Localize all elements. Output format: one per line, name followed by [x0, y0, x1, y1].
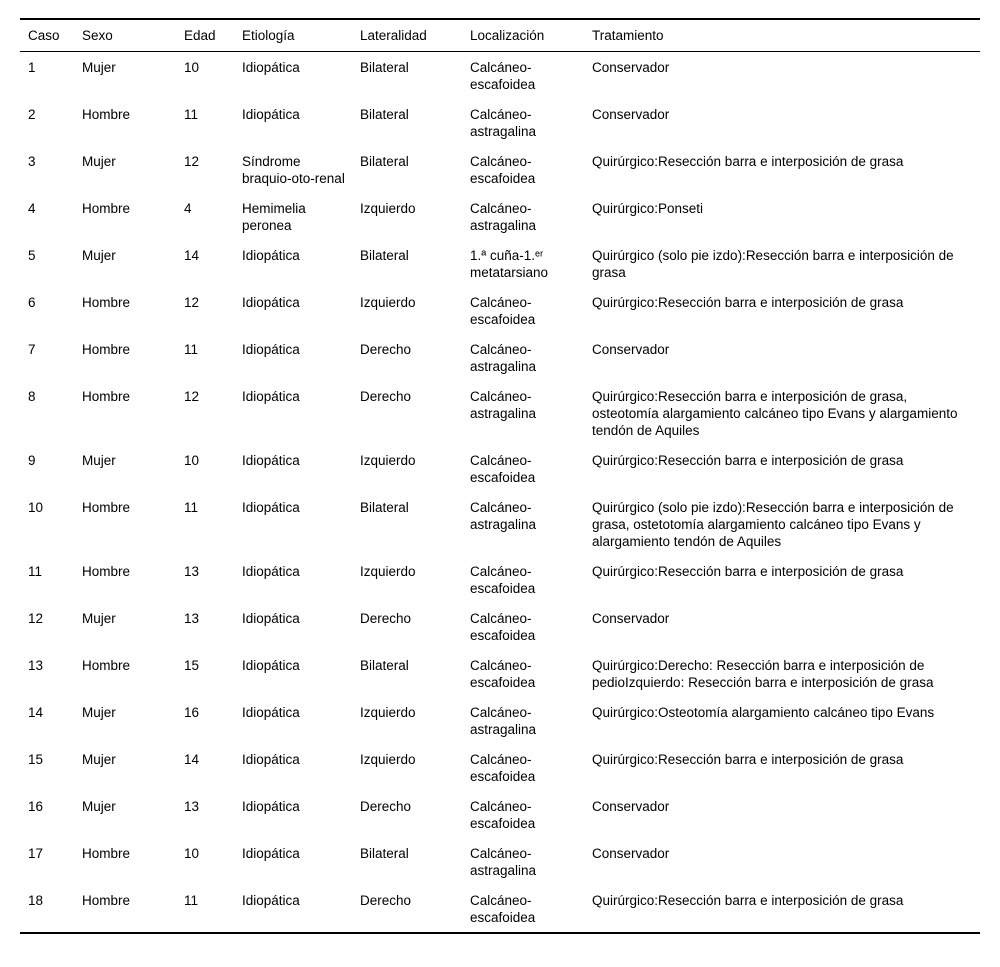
table-cell-etiologia: Idiopática — [242, 846, 300, 861]
table-cell-sexo: Hombre — [82, 107, 131, 122]
table-cell-tratamiento: Quirúrgico:Resección barra e interposición de grasa — [592, 453, 904, 468]
table-cell-lateralidad: Derecho — [360, 389, 412, 404]
table-cell-caso: 10 — [28, 500, 44, 515]
table-cell-etiologia: Idiopática — [242, 342, 300, 357]
table-row — [20, 334, 980, 381]
table-cell-caso: 5 — [28, 248, 36, 263]
table-cell-localizacion: Calcáneo-astragalina — [470, 389, 537, 421]
table-cell-edad: 13 — [184, 611, 200, 626]
table-cell-localizacion: Calcáneo-escafoidea — [470, 658, 536, 690]
table-cell-lateralidad: Bilateral — [360, 500, 409, 515]
table-cell-etiologia: Idiopática — [242, 107, 300, 122]
table-cell-etiologia: Idiopática — [242, 893, 300, 908]
table-cell-etiologia: Idiopática — [242, 389, 300, 404]
table-cell-edad: 12 — [184, 154, 200, 169]
table-cell-localizacion: Calcáneo-escafoidea — [470, 611, 536, 643]
table-cell-caso: 17 — [28, 846, 44, 861]
table-cell-caso: 9 — [28, 453, 36, 468]
table-cell-tratamiento: Conservador — [592, 60, 670, 75]
table-cell-localizacion: Calcáneo-escafoidea — [470, 453, 536, 485]
column-header-tratamiento: Tratamiento — [592, 19, 980, 52]
table-cell-sexo: Mujer — [82, 154, 116, 169]
table-cell-tratamiento: Quirúrgico:Osteotomía alargamiento calcáneo tipo Evans — [592, 705, 935, 720]
table-row — [20, 744, 980, 791]
table-cell-lateralidad: Derecho — [360, 342, 412, 357]
table-row — [20, 791, 980, 838]
table-row — [20, 445, 980, 492]
table-cell-tratamiento: Quirúrgico (solo pie izdo):Resección barra e interposición de grasa — [592, 248, 954, 280]
table-cell-localizacion: Calcáneo-escafoidea — [470, 295, 536, 327]
table-cell-edad: 11 — [184, 500, 199, 515]
table-cell-edad: 15 — [184, 658, 200, 673]
table-cell-lateralidad: Izquierdo — [360, 453, 416, 468]
table-row — [20, 287, 980, 334]
column-header-etiologia: Etiología — [242, 19, 360, 52]
table-cell-edad: 4 — [184, 201, 192, 216]
table-cell-sexo: Mujer — [82, 248, 116, 263]
table-cell-localizacion: Calcáneo-astragalina — [470, 107, 537, 139]
table-cell-tratamiento: Quirúrgico:Resección barra e interposición de grasa — [592, 154, 904, 169]
table-cell-sexo: Mujer — [82, 453, 116, 468]
table-cell-localizacion: 1.ª cuña-1.ᵉʳ metatarsiano — [470, 248, 549, 280]
table-row — [20, 52, 980, 100]
table-cell-etiologia: Idiopática — [242, 295, 300, 310]
table-cell-localizacion: Calcáneo-escafoidea — [470, 60, 536, 92]
table-cell-lateralidad: Bilateral — [360, 846, 409, 861]
table-cell-localizacion: Calcáneo-astragalina — [470, 500, 537, 532]
table-header-row — [20, 19, 980, 52]
table-cell-localizacion: Calcáneo-astragalina — [470, 705, 537, 737]
table-row — [20, 556, 980, 603]
table-cell-localizacion: Calcáneo-astragalina — [470, 201, 537, 233]
table-cell-sexo: Mujer — [82, 611, 116, 626]
table-cell-sexo: Hombre — [82, 500, 131, 515]
table-cell-lateralidad: Bilateral — [360, 154, 409, 169]
table-cell-etiologia: Idiopática — [242, 248, 300, 263]
table-cell-tratamiento: Quirúrgico:Ponseti — [592, 201, 704, 216]
table-cell-edad: 14 — [184, 248, 200, 263]
table-row — [20, 838, 980, 885]
table-cell-sexo: Mujer — [82, 60, 116, 75]
table-cell-tratamiento: Quirúrgico:Derecho: Resección barra e interposición de pedioIzquierdo: Resección barra e interposición de grasa — [592, 658, 934, 690]
table-cell-tratamiento: Quirúrgico:Resección barra e interposición de grasa — [592, 893, 904, 908]
table-cell-sexo: Hombre — [82, 893, 131, 908]
table-cell-tratamiento: Conservador — [592, 107, 670, 122]
cases-table — [20, 18, 980, 934]
table-cell-sexo: Hombre — [82, 846, 131, 861]
table-cell-edad: 16 — [184, 705, 200, 720]
table-cell-sexo: Mujer — [82, 752, 116, 767]
table-cell-sexo: Hombre — [82, 658, 131, 673]
table-cell-edad: 14 — [184, 752, 200, 767]
table-cell-tratamiento: Quirúrgico:Resección barra e interposición de grasa — [592, 564, 904, 579]
table-cell-etiologia: Idiopática — [242, 611, 300, 626]
table-cell-caso: 2 — [28, 107, 36, 122]
table-cell-edad: 13 — [184, 799, 200, 814]
table-cell-tratamiento: Conservador — [592, 799, 670, 814]
table-cell-etiologia: Idiopática — [242, 500, 300, 515]
table-row — [20, 240, 980, 287]
table-row — [20, 697, 980, 744]
table-cell-etiologia: Síndrome braquio-oto-renal — [242, 154, 345, 186]
table-cell-etiologia: Idiopática — [242, 799, 300, 814]
table-cell-sexo: Mujer — [82, 705, 116, 720]
table-row — [20, 650, 980, 697]
table-cell-caso: 13 — [28, 658, 44, 673]
table-cell-lateralidad: Bilateral — [360, 60, 409, 75]
table-cell-etiologia: Idiopática — [242, 564, 300, 579]
table-cell-etiologia: Idiopática — [242, 658, 300, 673]
table-cell-caso: 18 — [28, 893, 44, 908]
table-cell-edad: 11 — [184, 107, 199, 122]
table-cell-tratamiento: Quirúrgico (solo pie izdo):Resección barra e interposición de grasa, ostetotomía alargamiento calcáneo tipo Evans y alargamiento tendón de Aquiles — [592, 500, 954, 549]
table-cell-edad: 13 — [184, 564, 200, 579]
column-header-edad: Edad — [184, 19, 242, 52]
table-cell-caso: 15 — [28, 752, 44, 767]
table-cell-edad: 10 — [184, 60, 200, 75]
table-cell-caso: 16 — [28, 799, 44, 814]
table-cell-lateralidad: Bilateral — [360, 658, 409, 673]
table-cell-edad: 11 — [184, 893, 199, 908]
table-cell-sexo: Hombre — [82, 342, 131, 357]
table-cell-etiologia: Idiopática — [242, 453, 300, 468]
table-cell-lateralidad: Derecho — [360, 611, 412, 626]
table-cell-sexo: Hombre — [82, 564, 131, 579]
table-cell-localizacion: Calcáneo-astragalina — [470, 846, 537, 878]
table-cell-tratamiento: Quirúrgico:Resección barra e interposición de grasa — [592, 752, 904, 767]
table-cell-lateralidad: Derecho — [360, 799, 412, 814]
table-cell-tratamiento: Quirúrgico:Resección barra e interposición de grasa, osteotomía alargamiento calcáneo tipo Evans y alargamiento tendón de Aquiles — [592, 389, 958, 438]
table-cell-caso: 11 — [28, 564, 43, 579]
column-header-lateralidad: Lateralidad — [360, 19, 470, 52]
table-row — [20, 146, 980, 193]
table-row — [20, 99, 980, 146]
table-cell-lateralidad: Izquierdo — [360, 752, 416, 767]
table-row — [20, 381, 980, 445]
table-cell-sexo: Hombre — [82, 201, 131, 216]
table-cell-caso: 3 — [28, 154, 36, 169]
table-cell-edad: 10 — [184, 453, 200, 468]
table-cell-localizacion: Calcáneo-escafoidea — [470, 564, 536, 596]
column-header-localizacion: Localización — [470, 19, 592, 52]
table-cell-localizacion: Calcáneo-escafoidea — [470, 893, 536, 925]
table-cell-lateralidad: Bilateral — [360, 248, 409, 263]
table-cell-edad: 12 — [184, 295, 200, 310]
table-cell-edad: 11 — [184, 342, 199, 357]
table-cell-caso: 6 — [28, 295, 36, 310]
table-cell-edad: 10 — [184, 846, 200, 861]
table-cell-caso: 4 — [28, 201, 36, 216]
table-cell-localizacion: Calcáneo-astragalina — [470, 342, 537, 374]
table-row — [20, 885, 980, 933]
table-cell-tratamiento: Conservador — [592, 342, 670, 357]
column-header-caso: Caso — [20, 19, 82, 52]
table-cell-lateralidad: Izquierdo — [360, 201, 416, 216]
table-row — [20, 492, 980, 556]
table-cell-sexo: Hombre — [82, 389, 131, 404]
table-cell-caso: 8 — [28, 389, 36, 404]
table-cell-caso: 7 — [28, 342, 36, 357]
table-cell-caso: 12 — [28, 611, 44, 626]
table-cell-lateralidad: Bilateral — [360, 107, 409, 122]
table-cell-sexo: Hombre — [82, 295, 131, 310]
column-header-sexo: Sexo — [82, 19, 184, 52]
table-row — [20, 193, 980, 240]
table-body — [20, 52, 980, 934]
table-cell-lateralidad: Izquierdo — [360, 705, 416, 720]
table-cell-caso: 14 — [28, 705, 44, 720]
table-cell-etiologia: Idiopática — [242, 60, 300, 75]
table-cell-lateralidad: Izquierdo — [360, 295, 416, 310]
table-cell-edad: 12 — [184, 389, 200, 404]
table-cell-sexo: Mujer — [82, 799, 116, 814]
table-cell-etiologia: Idiopática — [242, 752, 300, 767]
table-cell-caso: 1 — [28, 60, 36, 75]
table-cell-etiologia: Hemimelia peronea — [242, 201, 306, 233]
table-cell-localizacion: Calcáneo-escafoidea — [470, 154, 536, 186]
table-cell-tratamiento: Conservador — [592, 611, 670, 626]
table-cell-localizacion: Calcáneo-escafoidea — [470, 799, 536, 831]
table-cell-localizacion: Calcáneo-escafoidea — [470, 752, 536, 784]
table-cell-etiologia: Idiopática — [242, 705, 300, 720]
table-cell-tratamiento: Quirúrgico:Resección barra e interposición de grasa — [592, 295, 904, 310]
table-cell-tratamiento: Conservador — [592, 846, 670, 861]
table-cell-lateralidad: Izquierdo — [360, 564, 416, 579]
table-cell-lateralidad: Derecho — [360, 893, 412, 908]
table-row — [20, 603, 980, 650]
